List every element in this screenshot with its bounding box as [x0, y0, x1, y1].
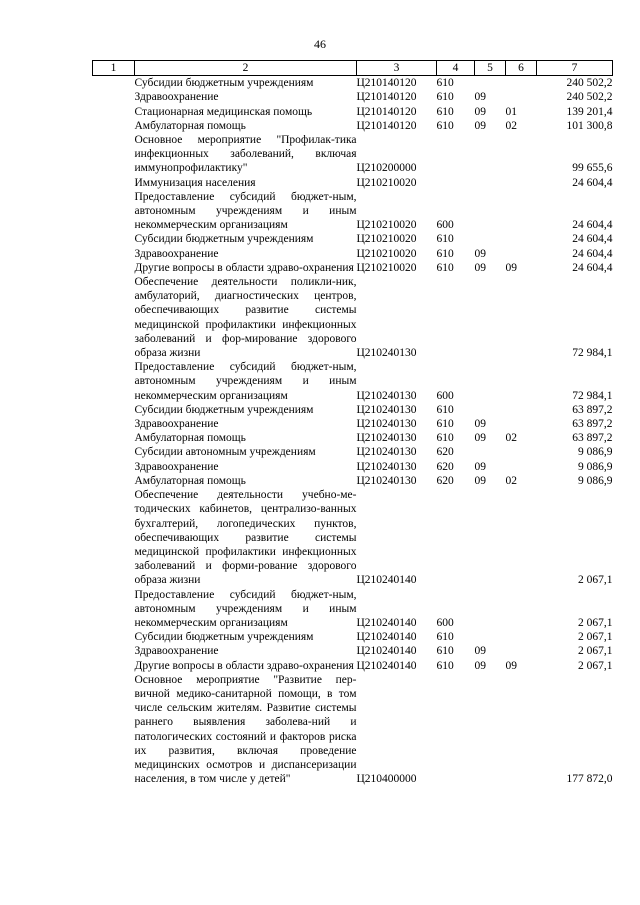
row-section: 09	[474, 659, 486, 672]
row-section	[475, 232, 506, 246]
row-name: Субсидии бюджетным учреждениям	[134, 77, 314, 90]
row-expense-type: 610	[436, 631, 454, 644]
row-expense-type: 610	[436, 418, 454, 431]
row-section	[475, 488, 506, 587]
row-blank-cell	[93, 460, 135, 474]
row-subsection: 02	[505, 474, 517, 487]
row-subsection: 01	[505, 105, 517, 118]
table-row	[93, 360, 613, 403]
row-name: Другие вопросы в области здраво-охранения	[134, 659, 354, 672]
column-header: 2	[135, 61, 357, 76]
row-amount: 9 086,9	[578, 474, 613, 487]
table-row	[93, 431, 613, 445]
table-row	[93, 247, 613, 261]
row-expense-type: 610	[436, 659, 454, 672]
row-blank-cell	[93, 133, 135, 176]
row-subsection	[506, 190, 537, 233]
row-expense-type: 610	[436, 432, 454, 445]
row-section	[475, 403, 506, 417]
column-header: 4	[437, 61, 475, 76]
row-name: Обеспечение деятельности учебно-ме-тодических кабинетов, централизо-ванных бухгалтерий, логопедических пунктов, обеспечивающих развитие системы медицинской профилактики инфекционных заболеваний и форми-рование здорового образа жизни	[134, 489, 357, 587]
row-amount: 63 897,2	[572, 418, 613, 431]
row-amount: 24 604,4	[572, 219, 613, 232]
row-blank-cell	[93, 261, 135, 275]
row-name: Предоставление субсидий бюджет-ным, автономным учреждениям и иным некоммерческим организациям	[134, 588, 357, 629]
row-subsection: 09	[505, 261, 517, 274]
row-blank-cell	[93, 105, 135, 119]
row-target-code: Ц210240130	[356, 474, 417, 487]
row-name: Предоставление субсидий бюджет-ным, автономным учреждениям и иным некоммерческим организациям	[134, 361, 357, 402]
row-section: 09	[474, 645, 486, 658]
row-blank-cell	[93, 232, 135, 246]
row-section: 09	[474, 474, 486, 487]
row-target-code: Ц210240130	[356, 460, 417, 473]
row-blank-cell	[93, 474, 135, 488]
table-row	[93, 275, 613, 360]
row-amount: 9 086,9	[578, 460, 613, 473]
row-amount: 2 067,1	[578, 659, 613, 672]
row-section	[475, 630, 506, 644]
row-target-code: Ц210140120	[356, 105, 417, 118]
row-amount: 63 897,2	[572, 403, 613, 416]
row-target-code: Ц210210020	[356, 233, 417, 246]
row-expense-type: 610	[436, 77, 454, 90]
row-subsection	[506, 403, 537, 417]
row-section: 09	[474, 105, 486, 118]
row-section	[475, 133, 506, 176]
row-blank-cell	[93, 90, 135, 104]
row-amount: 2 067,1	[578, 574, 613, 587]
row-name: Субсидии автономным учреждениям	[134, 446, 316, 459]
table-row	[93, 261, 613, 275]
row-section: 09	[474, 261, 486, 274]
row-section	[475, 275, 506, 360]
row-subsection	[506, 232, 537, 246]
row-subsection	[506, 460, 537, 474]
row-target-code: Ц210200000	[356, 162, 417, 175]
row-section	[475, 673, 506, 787]
row-amount: 24 604,4	[572, 247, 613, 260]
row-name: Субсидии бюджетным учреждениям	[134, 631, 314, 644]
column-header: 1	[93, 61, 135, 76]
row-name: Амбулаторная помощь	[134, 119, 246, 132]
row-expense-type	[437, 488, 475, 587]
row-name: Стационарная медицинская помощь	[134, 105, 313, 118]
row-target-code: Ц210240130	[356, 418, 417, 431]
table-row	[93, 445, 613, 459]
row-expense-type: 600	[436, 616, 454, 629]
row-subsection	[506, 445, 537, 459]
row-subsection	[506, 247, 537, 261]
row-subsection: 09	[505, 659, 517, 672]
row-name: Предоставление субсидий бюджет-ным, автономным учреждениям и иным некоммерческим организациям	[134, 190, 357, 232]
row-expense-type: 610	[436, 119, 454, 132]
row-expense-type	[437, 275, 475, 360]
row-blank-cell	[93, 360, 135, 403]
row-expense-type: 610	[436, 105, 454, 118]
row-subsection: 02	[505, 119, 517, 132]
row-amount: 139 201,4	[566, 105, 613, 118]
row-expense-type: 600	[436, 389, 454, 402]
table-row	[93, 133, 613, 176]
row-blank-cell	[93, 445, 135, 459]
row-expense-type	[437, 176, 475, 190]
row-section: 09	[474, 91, 486, 104]
row-section	[475, 588, 506, 631]
row-blank-cell	[93, 417, 135, 431]
row-blank-cell	[93, 403, 135, 417]
row-name: Субсидии бюджетным учреждениям	[134, 233, 314, 246]
row-name: Субсидии бюджетным учреждениям	[134, 403, 314, 416]
table-row	[93, 76, 613, 91]
row-section	[475, 445, 506, 459]
row-section	[475, 360, 506, 403]
row-expense-type: 610	[436, 261, 454, 274]
row-amount: 72 984,1	[572, 389, 613, 402]
row-target-code: Ц210210020	[356, 176, 417, 189]
column-header: 6	[506, 61, 537, 76]
row-expense-type: 620	[436, 446, 454, 459]
row-blank-cell	[93, 247, 135, 261]
row-amount: 24 604,4	[572, 233, 613, 246]
row-section: 09	[474, 460, 486, 473]
row-target-code: Ц210210020	[356, 261, 417, 274]
table-row	[93, 190, 613, 233]
row-expense-type: 610	[436, 403, 454, 416]
row-section: 09	[474, 418, 486, 431]
row-amount: 9 086,9	[578, 446, 613, 459]
table-body	[93, 76, 613, 787]
row-target-code: Ц210140120	[356, 91, 417, 104]
row-expense-type: 610	[436, 91, 454, 104]
table-row	[93, 119, 613, 133]
table-row	[93, 588, 613, 631]
row-expense-type: 610	[436, 233, 454, 246]
row-amount: 63 897,2	[572, 432, 613, 445]
row-target-code: Ц210240140	[356, 574, 417, 587]
row-amount: 101 300,8	[566, 119, 613, 132]
row-amount: 177 872,0	[566, 773, 613, 786]
row-expense-type	[437, 133, 475, 176]
row-name: Здравоохранение	[134, 645, 219, 658]
row-expense-type	[437, 673, 475, 787]
row-blank-cell	[93, 659, 135, 673]
table-row	[93, 232, 613, 246]
row-amount: 240 502,2	[566, 77, 613, 90]
row-target-code: Ц210240130	[356, 347, 417, 360]
row-subsection	[506, 360, 537, 403]
row-target-code: Ц210240140	[356, 645, 417, 658]
row-amount: 2 067,1	[578, 616, 613, 629]
row-name: Здравоохранение	[134, 418, 219, 431]
column-header: 5	[475, 61, 506, 76]
table-row	[93, 630, 613, 644]
row-section: 09	[474, 119, 486, 132]
row-subsection	[506, 275, 537, 360]
row-name: Здравоохранение	[134, 460, 219, 473]
table-row	[93, 644, 613, 658]
row-amount: 240 502,2	[566, 91, 613, 104]
table-row	[93, 417, 613, 431]
column-header: 3	[357, 61, 437, 76]
row-name: Другие вопросы в области здраво-охранения	[134, 261, 354, 274]
row-blank-cell	[93, 119, 135, 133]
row-target-code: Ц210140120	[356, 119, 417, 132]
row-expense-type: 620	[436, 474, 454, 487]
row-target-code: Ц210400000	[356, 773, 417, 786]
row-section	[475, 76, 506, 91]
row-subsection	[506, 417, 537, 431]
row-subsection	[506, 90, 537, 104]
column-header: 7	[537, 61, 613, 76]
row-target-code: Ц210240140	[356, 631, 417, 644]
row-section: 09	[474, 432, 486, 445]
row-target-code: Ц210240130	[356, 432, 417, 445]
row-target-code: Ц210240140	[356, 616, 417, 629]
row-subsection	[506, 76, 537, 91]
row-target-code: Ц210210020	[356, 219, 417, 232]
row-target-code: Ц210240130	[356, 446, 417, 459]
row-amount: 24 604,4	[572, 176, 613, 189]
row-subsection	[506, 630, 537, 644]
row-subsection	[506, 673, 537, 787]
row-blank-cell	[93, 488, 135, 587]
budget-table	[92, 60, 613, 786]
page-number: 46	[314, 37, 326, 51]
row-target-code: Ц210140120	[356, 77, 417, 90]
row-amount: 72 984,1	[572, 347, 613, 360]
row-section: 09	[474, 247, 486, 260]
table-row	[93, 105, 613, 119]
row-subsection: 02	[505, 432, 517, 445]
row-blank-cell	[93, 431, 135, 445]
row-amount: 99 655,6	[572, 162, 613, 175]
row-amount: 2 067,1	[578, 631, 613, 644]
row-name: Здравоохранение	[134, 91, 219, 104]
row-expense-type: 610	[436, 247, 454, 260]
row-target-code: Ц210210020	[356, 247, 417, 260]
row-name: Основное мероприятие "Развитие пер-вичной медико-санитарной помощи, в том числе сельским жителям. Развитие системы раннего выявления заболева-ний и патологических состояний и факторов риска их развития, включая проведение медицинских осмотров и диспансеризации населения, в том числе у детей"	[134, 673, 357, 786]
row-target-code: Ц210240130	[356, 403, 417, 416]
row-blank-cell	[93, 630, 135, 644]
row-section	[475, 176, 506, 190]
row-name: Обеспечение деятельности поликли-ник, амбулаторий, диагностических центров, обеспечивающих развитие системы медицинской профилактики инфекционных заболеваний и фор-мирование здорового образа жизни	[134, 276, 357, 360]
row-name: Амбулаторная помощь	[134, 474, 246, 487]
table-row	[93, 176, 613, 190]
row-target-code: Ц210240140	[356, 659, 417, 672]
row-amount: 2 067,1	[578, 645, 613, 658]
row-expense-type: 600	[436, 219, 454, 232]
row-section	[475, 190, 506, 233]
table-row	[93, 460, 613, 474]
row-name: Иммунизация населения	[134, 176, 256, 189]
row-blank-cell	[93, 644, 135, 658]
table-row	[93, 488, 613, 587]
row-target-code: Ц210240130	[356, 389, 417, 402]
table-row	[93, 659, 613, 673]
row-amount: 24 604,4	[572, 261, 613, 274]
row-subsection	[506, 133, 537, 176]
row-blank-cell	[93, 275, 135, 360]
row-subsection	[506, 588, 537, 631]
row-expense-type: 620	[436, 460, 454, 473]
row-blank-cell	[93, 190, 135, 233]
row-name: Основное мероприятие "Профилак-тика инфекционных заболеваний, включая иммунопрофилактику"	[134, 134, 357, 175]
row-blank-cell	[93, 673, 135, 787]
row-subsection	[506, 488, 537, 587]
row-blank-cell	[93, 176, 135, 190]
row-blank-cell	[93, 588, 135, 631]
row-expense-type: 610	[436, 645, 454, 658]
table-row	[93, 474, 613, 488]
row-subsection	[506, 176, 537, 190]
table-row	[93, 90, 613, 104]
row-name: Здравоохранение	[134, 247, 219, 260]
table-row	[93, 673, 613, 787]
row-name: Амбулаторная помощь	[134, 432, 246, 445]
row-blank-cell	[93, 76, 135, 91]
table-row	[93, 403, 613, 417]
table-header-row	[93, 61, 613, 76]
row-subsection	[506, 644, 537, 658]
